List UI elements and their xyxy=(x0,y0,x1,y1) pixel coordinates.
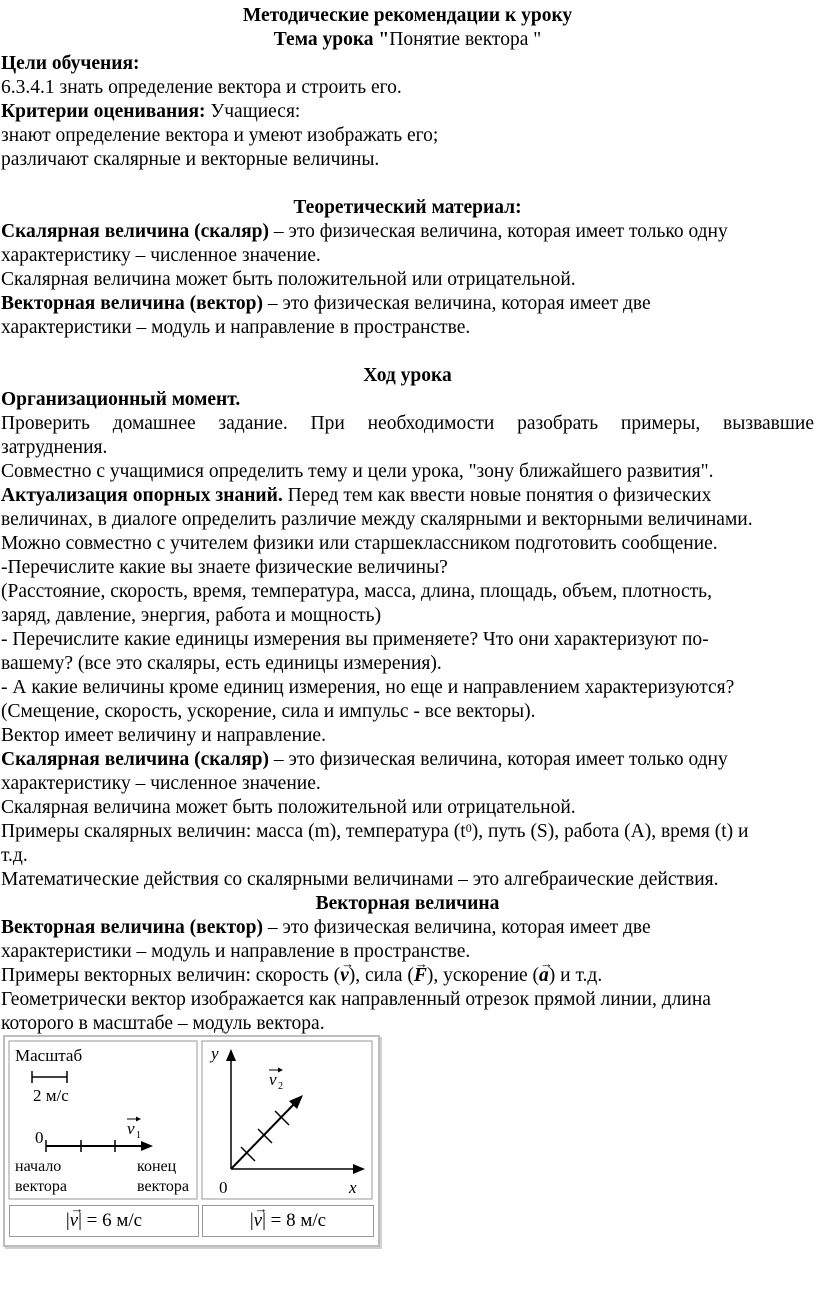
scalar-examples xyxy=(1,820,814,844)
vector-has: Вектор имеет величину и направление. xyxy=(1,725,326,746)
criteria-line xyxy=(1,100,814,124)
math-operations: Математические действия со скалярными величинами – это алгебраические действия. xyxy=(1,869,719,890)
vector-1-arrowhead xyxy=(141,1141,153,1151)
criteria-heading: Критерии оценивания: xyxy=(1,101,206,122)
vector-1-sub: 1 xyxy=(136,1130,141,1141)
actualization-text-3: Можно совместно с учителем физики или старшеклассником подготовить сообщение. xyxy=(1,533,718,554)
vector-term: Векторная величина (вектор) xyxy=(1,293,264,314)
answer-1-line-1: (Расстояние, скорость, время, температура, масса, длина, площадь, объем, плотность, xyxy=(1,581,712,602)
question-2-line-1: - Перечислите какие единицы измерения вы применяете? Что они характеризуют по- xyxy=(1,629,709,650)
question-3: - А какие величины кроме единиц измерения, но еще и направлением характеризуются? xyxy=(1,677,735,698)
theory-scalar-def-2: характеристику – численное значение. xyxy=(1,245,321,266)
v2-modulus-cell xyxy=(202,1205,374,1237)
scalar-def-text: – это физическая величина, которая имеет только одну xyxy=(268,749,728,770)
theory-vector-def xyxy=(1,292,814,316)
topic-line xyxy=(1,28,814,52)
vector-def-text: – это физическая величина, которая имеет две xyxy=(263,917,651,938)
vector-2-tick xyxy=(275,1111,289,1125)
goals-heading: Цели обучения: xyxy=(1,53,140,74)
vector-2-tick xyxy=(258,1129,272,1143)
degree-superscript: 0 xyxy=(465,821,472,835)
start-label: начало xyxy=(15,1158,62,1175)
acceleration-vector-symbol: → a xyxy=(539,964,549,988)
vector-examples xyxy=(1,964,814,988)
lesson-vector-def xyxy=(1,916,814,940)
vector-2-label: v xyxy=(269,1070,277,1089)
end-label: конец xyxy=(137,1158,177,1175)
y-axis-label: y xyxy=(211,1044,219,1063)
org-text-1: Проверить домашнее задание. При необходимости разобрать примеры, вызвавшие xyxy=(1,413,814,434)
actualization-heading: Актуализация опорных знаний. xyxy=(1,485,283,506)
lesson-vector-def-2: характеристики – модуль и направление в пространстве. xyxy=(1,941,471,962)
goals-item: 6.3.4.1 знать определение вектора и строить его. xyxy=(1,77,402,98)
scalar-examples-text: Примеры скалярных величин: масса (m), температура (t xyxy=(1,821,466,842)
v1-bar-left: | xyxy=(65,1210,70,1231)
theory-scalar-def xyxy=(1,220,814,244)
question-2-line-2: вашему? (все это скаляры, есть единицы измерения). xyxy=(1,653,442,674)
criteria-item: знают определение вектора и умеют изображать его; xyxy=(1,125,439,146)
theory-vector-def-2: характеристики – модуль и направление в пространстве. xyxy=(1,317,471,338)
vector-1-label-arrowhead xyxy=(136,1117,141,1122)
v1-modulus-cell xyxy=(9,1205,199,1237)
question-1: -Перечислите какие вы знаете физические величины? xyxy=(1,557,448,578)
scale-value: 2 м/с xyxy=(33,1086,69,1105)
force-vector-symbol: → F xyxy=(414,964,427,988)
answer-3: (Смещение, скорость, ускорение, сила и импульс - все векторы). xyxy=(1,701,536,722)
v2-modulus-value: | = 8 м/с xyxy=(262,1210,327,1231)
criteria-item: различают скалярные и векторные величины. xyxy=(1,149,380,170)
scalar-term: Скалярная величина (скаляр) xyxy=(1,749,269,770)
vector-2-label-arrowhead xyxy=(278,1068,283,1073)
geometric-text-2: которого в масштабе – модуль вектора. xyxy=(1,1013,325,1034)
actualization-text: Перед тем как ввести новые понятия о физических xyxy=(282,485,712,506)
start-label: вектора xyxy=(15,1178,68,1195)
vector-def-text: – это физическая величина, которая имеет две xyxy=(263,293,651,314)
vector-heading: Векторная величина xyxy=(315,893,500,914)
theory-heading: Теоретический материал: xyxy=(293,197,522,218)
criteria-intro: Учащиеся: xyxy=(205,101,301,122)
zero-label: 0 xyxy=(35,1128,44,1147)
org-text-3: Совместно с учащимися определить тему и цели урока, "зону ближайшего развития". xyxy=(1,461,714,482)
doc-title: Методические рекомендации к уроку xyxy=(242,5,573,26)
actualization-text-2: величинах, в диалоге определить различие между скалярными и векторными величинами. xyxy=(1,509,753,530)
v2-bar-left: | xyxy=(249,1210,254,1231)
right-panel-frame xyxy=(202,1041,372,1199)
scale-label: Масштаб xyxy=(15,1046,83,1065)
scalar-term: Скалярная величина (скаляр) xyxy=(1,221,269,242)
lesson-scalar-sign: Скалярная величина может быть положительной или отрицательной. xyxy=(1,797,576,818)
topic-label: Тема урока " xyxy=(273,29,390,50)
vector-figure xyxy=(3,1035,380,1247)
vector-2-tick xyxy=(241,1147,255,1161)
actualization-line xyxy=(1,484,814,508)
v2-symbol: → v xyxy=(254,1206,262,1236)
origin-label: 0 xyxy=(219,1178,228,1197)
y-axis-arrowhead xyxy=(226,1049,236,1061)
vector-2-line xyxy=(231,1103,295,1169)
org-text-2: затруднения. xyxy=(1,437,108,458)
vector-examples-text: ), сила ( xyxy=(348,965,414,986)
geometric-text-1: Геометрически вектор изображается как направленный отрезок прямой линии, длина xyxy=(1,989,711,1010)
scalar-examples-text: ), путь (S), работа (A), время (t) и xyxy=(471,821,749,842)
x-axis-label: x xyxy=(349,1178,357,1197)
modulus-row xyxy=(9,1205,374,1237)
scalar-examples-2: т.д. xyxy=(1,845,28,866)
org-heading: Организационный момент. xyxy=(1,389,241,410)
lesson-scalar-def-2: характеристику – численное значение. xyxy=(1,773,321,794)
v1-modulus-value: | = 6 м/с xyxy=(78,1210,143,1231)
x-axis-arrowhead xyxy=(353,1164,365,1174)
lesson-scalar-def xyxy=(1,748,814,772)
answer-1-line-2: заряд, давление, энергия, работа и мощность) xyxy=(1,605,382,626)
vector-term: Векторная величина (вектор) xyxy=(1,917,264,938)
v1-symbol: → v xyxy=(70,1206,78,1236)
scalar-def-text: – это физическая величина, которая имеет только одну xyxy=(268,221,728,242)
theory-scalar-sign: Скалярная величина может быть положительной или отрицательной. xyxy=(1,269,576,290)
vector-1-label: v xyxy=(127,1119,135,1138)
velocity-vector-symbol: → v xyxy=(340,964,349,988)
lesson-heading: Ход урока xyxy=(363,365,452,386)
end-label: вектора xyxy=(137,1178,190,1195)
vector-2-sub: 2 xyxy=(278,1081,283,1092)
vector-examples-text: ), ускорение ( xyxy=(426,965,540,986)
topic-value: Понятие вектора " xyxy=(389,29,542,50)
vector-examples-text: Примеры векторных величин: скорость ( xyxy=(1,965,341,986)
vector-examples-text: ) и т.д. xyxy=(548,965,603,986)
